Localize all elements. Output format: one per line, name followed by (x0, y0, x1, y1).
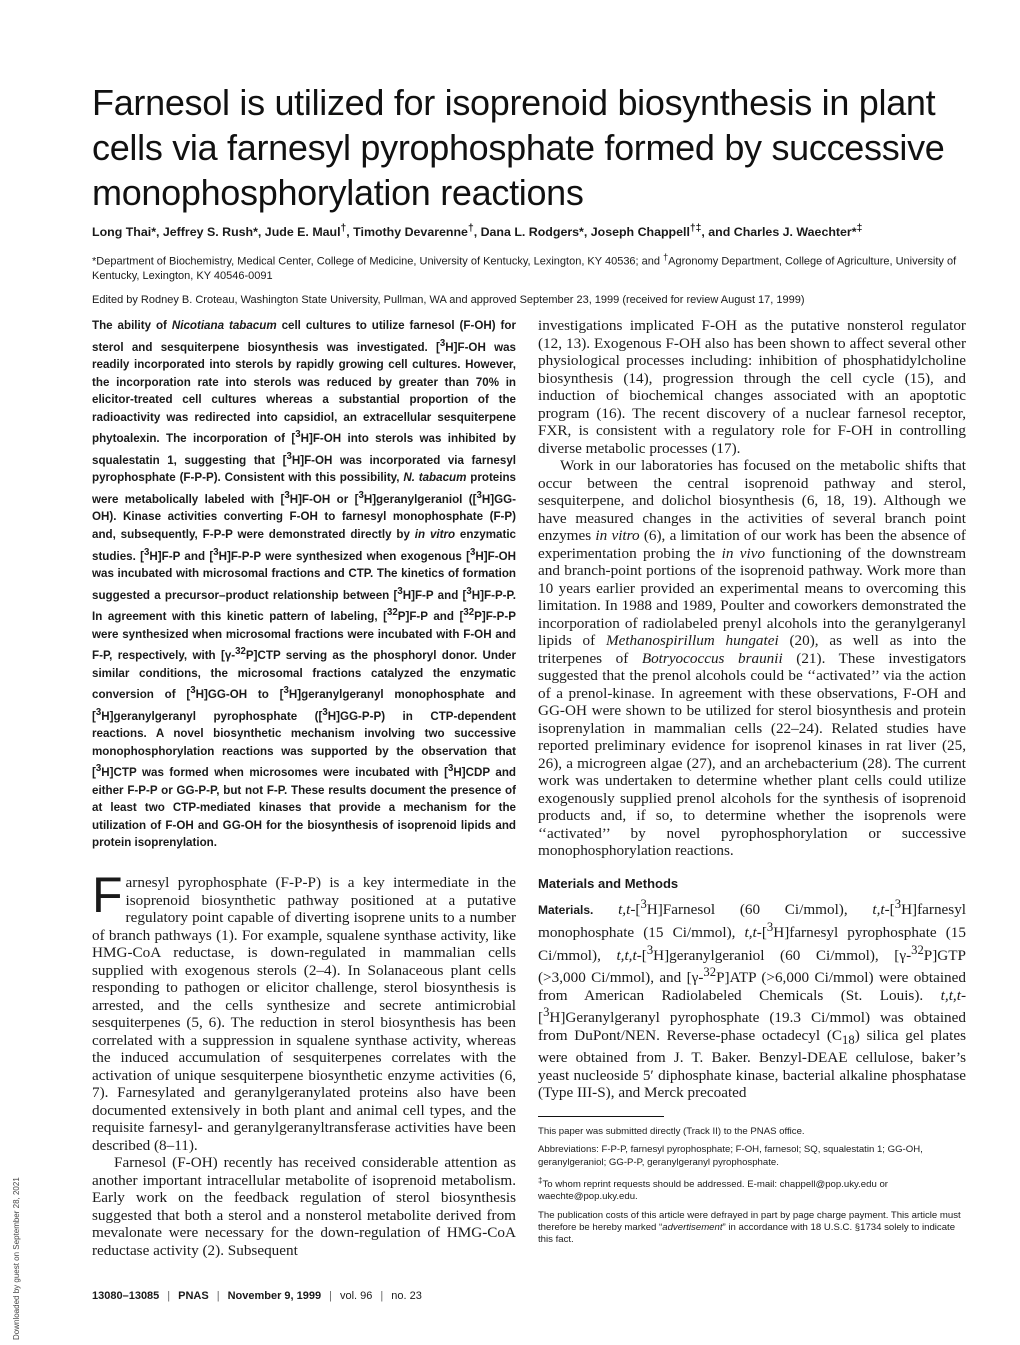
footnotes (538, 1126, 966, 1253)
page-footer (92, 1289, 422, 1303)
footnote-submitted: This paper was submitted directly (Track II) to the PNAS office. (538, 1126, 805, 1137)
footer-pages: 13080–13085 (92, 1290, 160, 1302)
footer-volume: vol. 96 (340, 1290, 373, 1302)
author-list: Long Thai*, Jeffrey S. Rush*, Jude E. Maul†, Timothy Devarenne†, Dana L. Rodgers*, Joseph Chappell†‡, and Charles J. Waechter*‡ (92, 223, 863, 240)
materials-paragraph: Materials. t,t-[$^3$H]Farnesol (60 Ci/mmol), t,t-[$^3$H]farnesyl monophosphate (15 Ci/mmol), t,t-[$^3$H]farnesyl pyrophosphate (15 Ci/mmol), t,t,t-[$^3$H]geranylgeraniol (60 Ci/mmol), [γ-$^{32}$P]GTP (>3,000 Ci/mmol), and [γ-$^{32}$P]ATP (>6,000 Ci/mmol) were obtained from American Radiolabeled Chemicals (St. Louis). t,t,t-[$^3$H]Geranylgeranyl pyrophosphate (19.3 Ci/mmol) was obtained from DuPont/NEN. Reverse-phase octadecyl $(C_{18})$ silica gel plates were obtained from J. T. Baker. Benzyl-DEAE cellulose, baker’s yeast nucleoside 5′ diphosphate kinase, bacterial alkaline phosphatase (Type III-S), and Merck precoated (538, 896, 967, 1102)
footnote-rule (538, 1116, 664, 1117)
drop-cap: F (92, 867, 123, 923)
edited-by-line: Edited by Rodney B. Croteau, Washington State University, Pullman, WA and approved September 23, 1999 (received for review August 17, 1999) (92, 294, 805, 306)
article-title: Farnesol is utilized for isoprenoid biosynthesis in plant cells via farnesyl pyrophosphate formed by successive monophosphorylation reactions (92, 82, 945, 213)
abstract: The ability of Nicotiana tabacum cell cultures to utilize farnesol (F-OH) for sterol and sesquiterpene biosynthesis was investigated. [$^3$H]F-OH was readily incorporated into sterols by rapidly growing cell cultures. However, the incorporation rate into sterols was reduced by greater than 70% in elicitor-treated cell cultures whereas a substantial proportion of the radioactivity was redirected into capsidiol, an extracellular sesquiterpene phytoalexin. The incorporation of [$^3$H]F-OH into sterols was inhibited by squalestatin 1, suggesting that [$^3$H]F-OH was incorporated via farnesyl pyrophosphate (F-P-P). Consistent with this possibility, N. tabacum proteins were metabolically labeled with [$^3$H]F-OH or [$^3$H]geranylgeraniol ([$^3$H]GG-OH). Kinase activities converting F-OH to farnesyl monophosphate (F-P) and, subsequently, F-P-P were demonstrated directly by in vitro enzymatic studies. [$^3$H]F-P and [$^3$H]F-P-P were synthesized when exogenous [$^3$H]F-OH was incubated with microsomal fractions and CTP. The kinetics of formation suggested a precursor–product relationship between [$^3$H]F-P and [$^3$H]F-P-P. In agreement with this kinetic pattern of labeling, [$^{32}$P]F-P and [$^{32}$P]F-P-P were synthesized when microsomal fractions were incubated with F-OH and F-P, respectively, with [γ-$^{32}$P]CTP serving as the phosphoryl donor. Under similar conditions, the microsomal fractions catalyzed the enzymatic conversion of [$^3$H]GG-OH to [$^3$H]geranylgeranyl monophosphate and [$^3$H]geranylgeranyl pyrophosphate ([$^3$H]GG-P-P) in CTP-dependent reactions. A novel biosynthetic mechanism involving two successive monophosphorylation reactions was supported by the observation that [$^3$H]CTP was formed when microsomes were incubated with [$^3$H]CDP and either F-P-P or GG-P-P, but not F-P. These results document the presence of at least two CTP-mediated kinases that provide a mechanism for the utilization of F-OH and GG-OH for the biosynthesis of isoprenoid lipids and protein isoprenylation. (92, 319, 517, 850)
footer-separator: | (167, 1290, 171, 1302)
footnote-reprint-requests: ‡To whom reprint requests should be addressed. E-mail: chappell@pop.uky.edu or waechte@pop.uky.edu. (538, 1175, 888, 1203)
footer-separator: | (380, 1290, 384, 1302)
footnote-abbreviations: Abbreviations: F-P-P, farnesyl pyrophosphate; F-OH, farnesol; SQ, squalestatin 1; GG-OH, geranylgeraniol; GG-P-P, geranylgeranyl pyrophosphate. (538, 1144, 923, 1168)
introduction-column (92, 867, 516, 1259)
right-column (538, 317, 966, 1102)
footer-date: November 9, 1999 (227, 1290, 322, 1302)
footnote-page-charges: The publication costs of this article were defrayed in part by page charge payment. This article must therefore be hereby marked “advertisement” in accordance with 18 U.S.C. §1734 solely to indicate this fact. (538, 1209, 961, 1246)
intro-paragraph-4: Work in our laboratories has focused on the metabolic shifts that occur between the central isoprenoid pathway and sterol, sesquiterpene, and dolichol biosynthesis (6, 18, 19). Although we have measured changes in the activities of several branch point enzymes in vitro (6), a limitation of our work has been the absence of experimentation probing the in vivo functioning of the downstream and branch-point portions of the isoprenoid pathway. Work more than 10 years earlier provided an experimental means to overcoming this limitation. In 1988 and 1989, Poulter and coworkers demonstrated the incorporation of radiolabeled prenyl alcohols into the geranylgeranyl lipids of Methanospirillum hungatei (20), as well as into the triterpenes of Botryococcus braunii (21). These investigators suggested that the prenol alcohols could be ‘‘activated’’ via the action of a prenol-kinase. In agreement with these observations, F-OH and GG-OH were shown to be utilized for sterol biosynthesis and protein isoprenylation in mammalian cells (22–24). Related studies have reported preliminary evidence for isoprenol kinases in rat liver (25, 26), a microgreen algae (27), and an archebacterium (28). The current work was undertaken to determine whether plant cells could utilize exogenously supplied prenol alcohols for the synthesis of isoprenoid products and, if so, to determine whether the isoprenols were ‘‘activated’’ by novel pyrophosphorylation or successive monophosphorylation reactions. (538, 457, 967, 859)
download-watermark: Downloaded by guest on September 28, 2021 (12, 1177, 21, 1340)
section-heading-methods: Materials and Methods (538, 875, 679, 891)
affiliations: *Department of Biochemistry, Medical Center, College of Medicine, University of Kentucky, Lexington, KY 40536; and †Agronomy Department, College of Agriculture, University of Kentucky, Lexington, KY 40546-0091 (92, 252, 957, 283)
footer-separator: | (216, 1290, 220, 1302)
footer-number: no. 23 (391, 1290, 422, 1302)
intro-paragraph-3: investigations implicated F-OH as the putative nonsterol regulator (12, 13). Exogenous F-OH also has been shown to affect several other physiological processes including: inhibition of phosphatidylcholine biosynthesis (14), progression through the cell cycle (15), and induction of biochemical changes associated with an apoptotic program (16). The recent discovery of a nuclear farnesol receptor, FXR, is consistent with a regulatory role for F-OH in controlling diverse metabolic processes (17). (538, 317, 966, 457)
materials-runin-heading: Materials. (538, 902, 594, 917)
intro-paragraph-2: Farnesol (F-OH) recently has received considerable attention as another important intracellular metabolite of isoprenoid metabolism. Early work on the feedback regulation of sterol biosynthesis suggested that both a sterol and a nonsterol metabolite derived from mevalonate were necessary for the down-regulation of HMG-CoA reductase activity (2). Subsequent (92, 1154, 516, 1259)
intro-paragraph-1: Farnesyl pyrophosphate (F-P-P) is a key intermediate in the isoprenoid biosynthetic pathway positioned at a putative regulatory point capable of diverting isoprene units to a number of branch pathways (1). For example, squalene synthase activity, like HMG-CoA reductase, is down-regulated in mammalian cells supplied with exogenous sterols (2–4). In Solanaceous plant cells responding to pathogen or elicitor challenge, sterol biosynthesis is arrested, and the cells synthesize and secrete antimicrobial sesquiterpenes (5, 6). The reduction in sterol biosynthesis has been correlated with a suppression in squalene synthase activity, whereas the induced accumulation of sesquiterpenes correlates with the activation of unique sesquiterpene biosynthetic enzyme activities (6, 7). Farnesylated and geranylgeranylated proteins also have been documented extensively in both plant and animal cell types, and the requisite farnesyl- and geranylgeranyltransferase activities have been described (8–11). (92, 867, 516, 1154)
footer-journal: PNAS (178, 1290, 209, 1302)
footer-separator: | (329, 1290, 332, 1302)
